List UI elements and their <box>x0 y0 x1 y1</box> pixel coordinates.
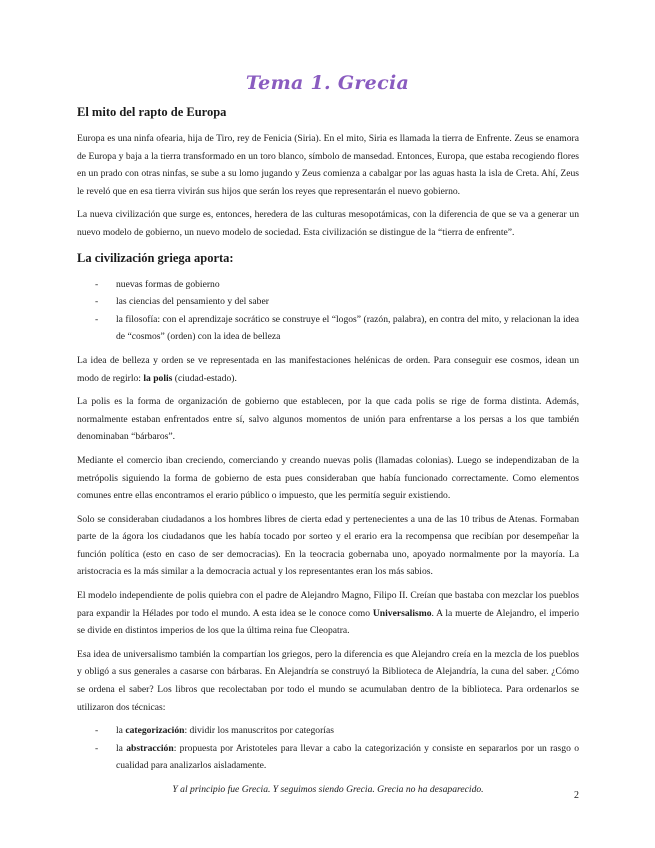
paragraph: La idea de belleza y orden se ve representada en las manifestaciones helénicas de orden. Para conseguir ese cosmos, idean un modo de regirlo: la polis (ciudad-estado). <box>77 354 579 384</box>
paragraph: Esa idea de universalismo también la compartían los griegos, pero la diferencia es que Alejandro creía en la mezcla de los pueblos y obligó a sus generales a casarse con bárbaras. En Alejandría se construyó la Biblioteca de Alejandría, la cuna del saber. ¿Cómo se ordena el saber? Los libros que recolectaban por todo el mundo se acumulaban dentro de la biblioteca. Para ordenarlos se utilizaron dos técnicas: <box>77 648 579 713</box>
paragraph: Europa es una ninfa ofearia, hija de Tiro, rey de Fenicia (Siria). En el mito, Siria es llamada la tierra de Enfrente. Zeus se enamora de Europa y baja a la tierra transformado en un toro blanco, símbolo de mansedad. Entonces, Europa, que estaba recogiendo flores en un prado con otras ninfas, se sube a su lomo jugando y Zeus comienza a cabalgar por las aguas hasta la isla de Creta. Ahí, Zeus le reveló que en esa tierra vivirán sus hijos que serán los reyes que representarán el nuevo gobierno. <box>77 133 579 197</box>
list-item: - la abstracción: propuesta por Aristoteles para llevar a cabo la categorización y consiste en separarlos por un rasgo o cualidad para analizarlos aisladamente. <box>95 742 579 772</box>
page-number: 2 <box>574 790 579 801</box>
page-title: Tema 1. Grecia <box>245 72 410 94</box>
techniques-list <box>77 722 579 775</box>
paragraph: El modelo independiente de polis quiebra con el padre de Alejandro Magno, Filipo II. Creían que bastaba con mezclar los pueblos para expandir la Hélades por todo el mundo. A esta idea se le conoce como Universalismo. A la muerte de Alejandro, el imperio se divide en distintos imperios de los que la última reina fue Cleopatra. <box>77 590 579 637</box>
paragraph: Solo se consideraban ciudadanos a los hombres libres de cierta edad y pertenecientes a una de las 10 tribus de Atenas. Formaban parte de la ágora los ciudadanos que les había tocado por sorteo y el erario era la recompensa que recibían por desempeñar la función política (esto en caso de ser democracias). En la teocracia gobernaba uno, apoyado normalmente por la mayoría. La aristocracia es la más similar a la democracia actual y los representantes eran los más sabios. <box>77 513 579 578</box>
paragraph: Mediante el comercio iban creciendo, comerciando y creando nuevas polis (llamadas colonias). Luego se independizaban de la metrópolis siguiendo la forma de gobierno de esta pues consideraban que había funcionado correctamente. Como elementos comunes entre ellas encontramos el erario público o impuesto, que les permitía seguir existiendo. <box>77 454 579 502</box>
list-item: - la filosofía: con el aprendizaje socrático se construye el “logos” (razón, palabra), en contra del mito, y relacionan la idea de “cosmos” (orden) con la idea de belleza <box>95 313 579 343</box>
section-heading-greek-civilization: La civilización griega aporta: <box>77 250 234 265</box>
closing-quote: Y al principio fue Grecia. Y seguimos siendo Grecia. Grecia no ha desaparecido. <box>172 784 484 795</box>
list-item: - la categorización: dividir los manuscritos por categorías <box>95 725 334 737</box>
page-content <box>77 104 579 799</box>
contributions-list <box>77 276 579 346</box>
list-item: - nuevas formas de gobierno <box>95 278 220 290</box>
paragraph: La nueva civilización que surge es, entonces, heredera de las culturas mesopotámicas, con la diferencia de que se va a generar un nuevo modelo de gobierno, un nuevo modelo de sociedad. Esta civilización se distingue de la “tierra de enfrente”. <box>77 209 579 238</box>
list-item: - las ciencias del pensamiento y del saber <box>95 296 269 308</box>
section-heading-myth: El mito del rapto de Europa <box>77 105 227 119</box>
paragraph: La polis es la forma de organización de gobierno que establecen, por la que cada polis se rige de forma distinta. Además, normalmente estaban enfrentados entre sí, salvo algunos momentos de unión para enfrentarse a los persas a los que también denominaban “bárbaros”. <box>77 396 579 443</box>
